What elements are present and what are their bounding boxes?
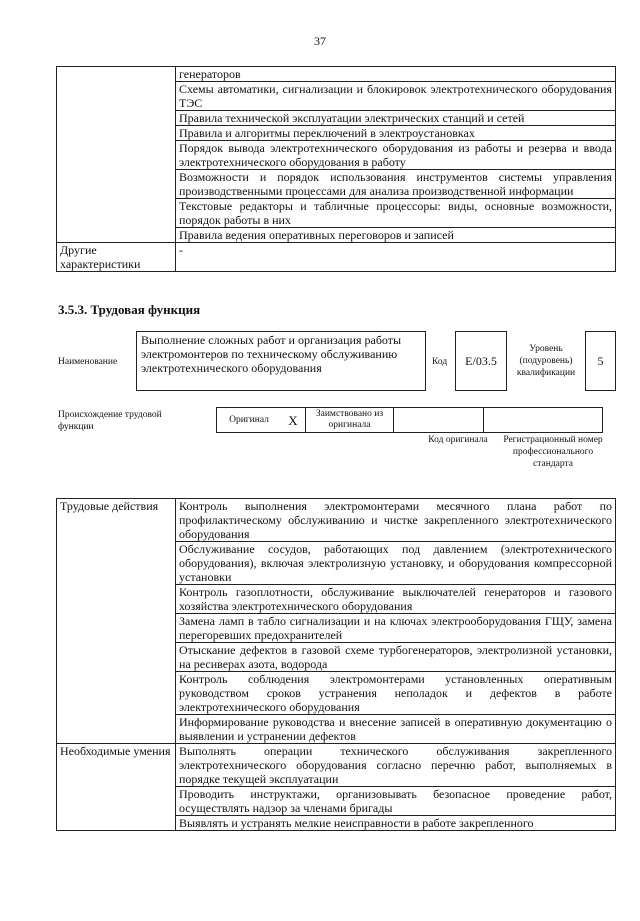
function-name-box: Выполнение сложных работ и организация работы электромонтеров по техническому обслуживанию электротехнического оборудования xyxy=(136,331,426,391)
code-original-caption: Код оригинала xyxy=(428,435,488,445)
table-row xyxy=(57,744,616,787)
table-cell: Возможности и порядок использования инструментов системы управления производственными процессами для анализа производственной информации xyxy=(176,170,616,199)
table-row xyxy=(217,408,603,433)
table-cell: Замена ламп в табло сигнализации и на ключах электрооборудования ГЩУ, замена перегоревших предохранителей xyxy=(176,614,616,643)
table-cell: Контроль выполнения электромонтерами месячного плана работ по профилактическому обслуживанию и чистке закрепленного электротехнического оборудования xyxy=(176,499,616,542)
table-row xyxy=(57,67,616,82)
table-row xyxy=(57,499,616,542)
reg-number-cell xyxy=(484,408,603,433)
code-label: Код xyxy=(432,357,448,367)
table-cell: Правила технической эксплуатации электрических станций и сетей xyxy=(176,111,616,126)
code-value-box: E/03.5 xyxy=(455,331,507,391)
level-label: Уровень (подуровень) квалификации xyxy=(516,344,576,378)
row-label-cell: Трудовые действия xyxy=(57,499,176,744)
table-cell: Порядок вывода электротехнического оборудования из работы и резерва и ввода электротехнического оборудования в работу xyxy=(176,141,616,170)
row-label-cell: Другие характеристики xyxy=(57,243,176,272)
origin-label: Происхождение трудовой функции xyxy=(58,410,162,432)
table-cell: Схемы автоматики, сигнализации и блокировок электротехнического оборудования ТЭС xyxy=(176,82,616,111)
table-cell: Информирование руководства и внесение записей в оперативную документацию о выявлении и устранении дефектов xyxy=(176,715,616,744)
row-label-cell: Необходимые умения xyxy=(57,744,176,831)
borrowed-label: Заимствовано из оригинала xyxy=(306,408,394,433)
table-cell: Текстовые редакторы и табличные процессоры: виды, основные возможности, порядок работы в них xyxy=(176,199,616,228)
knowledge-table xyxy=(56,66,616,272)
reg-number-caption: Регистрационный номер профессионального стандарта xyxy=(503,435,603,469)
table-cell: Контроль соблюдения электромонтерами установленных оперативным руководством сроков устранения неполадок и дефектов в работе электротехнического оборудования xyxy=(176,672,616,715)
table-cell: Выявлять и устранять мелкие неисправности в работе закрепленного xyxy=(176,816,616,831)
table-cell: Правила и алгоритмы переключений в электроустановках xyxy=(176,126,616,141)
section-title: 3.5.3. Трудовая функция xyxy=(58,302,201,317)
table-cell: Обслуживание сосудов, работающих под давлением (электротехнического оборудования), включая электролизную установку, и оборудования компрессорной установки xyxy=(176,542,616,585)
table-cell: Правила ведения оперативных переговоров и записей xyxy=(176,228,616,243)
table-cell: Выполнять операции технического обслуживания закрепленного электротехнического оборудования согласно перечню работ, выполняемых в порядке текущей эксплуатации xyxy=(176,744,616,787)
table-cell: Проводить инструктажи, организовывать безопасное проведение работ, осуществлять надзор за членами бригады xyxy=(176,787,616,816)
page-number: 37 xyxy=(314,34,326,48)
labor-actions-table xyxy=(56,498,616,831)
table-cell: генераторов xyxy=(176,67,616,82)
name-label: Наименование xyxy=(58,357,118,367)
row-label-cell xyxy=(57,67,176,243)
table-cell: Контроль газоплотности, обслуживание выключателей генераторов и газового хозяйства электротехнического оборудования xyxy=(176,585,616,614)
table-row xyxy=(57,243,616,272)
code-original-cell xyxy=(394,408,484,433)
level-value-box: 5 xyxy=(585,331,616,391)
original-label: Оригинал xyxy=(217,408,282,433)
table-cell: Отыскание дефектов в газовой схеме турбогенераторов, электролизной установки, на ресиверах азота, водорода xyxy=(176,643,616,672)
table-cell: - xyxy=(176,243,616,272)
original-mark: X xyxy=(281,408,306,433)
origin-table xyxy=(216,407,603,433)
